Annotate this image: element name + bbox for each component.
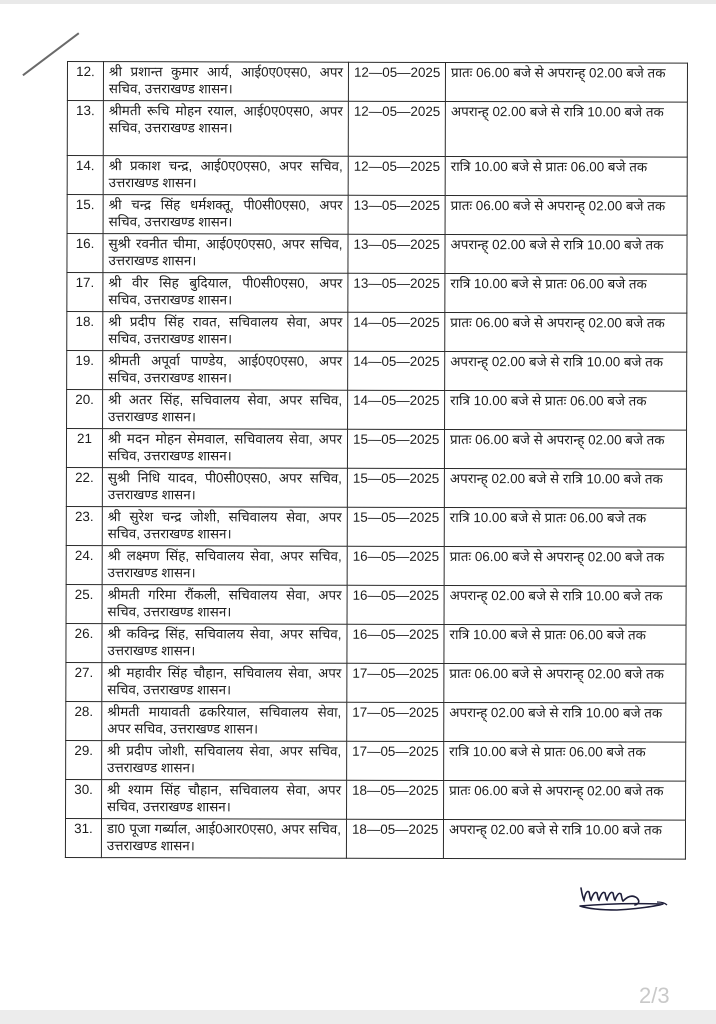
officer-name-cell: सुश्री निधि यादव, पी0सी0एस0, अपर सचिव, उत्तराखण्ड शासन। [102,468,347,508]
officer-name-cell: श्रीमती मायावती ढकरियाल, सचिवालय सेवा, अपर सचिव, उत्तराखण्ड शासन। [102,702,347,742]
officer-name-cell: श्री अतर सिंह, सचिवालय सेवा, अपर सचिव, उत्तराखण्ड शासन। [103,390,348,430]
duty-time-cell: अपरान्ह् 02.00 बजे से रात्रि 10.00 बजे तक [444,702,686,742]
table-row [66,779,686,820]
table-row [66,429,686,470]
duty-date-cell: 18—05—2025 [347,780,444,819]
officer-name-cell: श्रीमती रूचि मोहन रयाल, आई0ए0एस0, अपर सचिव, उत्तराखण्ड शासन। [103,101,348,157]
duty-date-cell: 13—05—2025 [348,234,445,273]
table-row [67,351,687,392]
table-row [67,156,687,197]
duty-time-cell: रात्रि 10.00 बजे से प्रातः 06.00 बजे तक [444,741,686,781]
officer-name-cell: श्री चन्द्र सिंह धर्मशक्तू, पी0सी0एस0, अपर सचिव, उत्तराखण्ड शासन। [103,195,348,235]
table-row [67,390,687,431]
serial-number-cell: 13. [67,101,103,156]
table-row [67,312,687,353]
officer-name-cell: श्री प्रकाश चन्द्र, आई0ए0एस0, अपर सचिव, उत्तराखण्ड शासन। [103,156,348,196]
table-row [66,467,686,508]
duty-date-cell: 13—05—2025 [348,273,445,312]
duty-date-cell: 14—05—2025 [348,312,445,351]
officer-name-cell: श्री वीर सिह बुदियाल, पी0सी0एस0, अपर सचिव, उत्तराखण्ड शासन। [103,273,348,313]
table-row [67,62,687,103]
serial-number-cell: 31. [65,818,101,857]
serial-number-cell: 14. [67,156,103,195]
table-row [66,545,686,586]
officer-name-cell: श्रीमती अपूर्वा पाण्डेय, आई0ए0एस0, अपर सचिव, उत्तराखण्ड शासन। [103,351,348,391]
duty-time-cell: अपरान्ह् 02.00 बजे से रात्रि 10.00 बजे तक [444,585,686,625]
duty-time-cell: रात्रि 10.00 बजे से प्रातः 06.00 बजे तक [445,390,687,430]
duty-time-cell: प्रातः 06.00 बजे से अपरान्ह् 02.00 बजे तक [444,546,686,586]
table-row [67,101,687,158]
duty-time-cell: रात्रि 10.00 बजे से प्रातः 06.00 बजे तक [444,624,686,664]
duty-date-cell: 18—05—2025 [346,819,443,858]
serial-number-cell: 21 [66,429,102,468]
duty-date-cell: 15—05—2025 [347,468,444,507]
officer-name-cell: श्री प्रदीप सिंह रावत, सचिवालय सेवा, अपर सचिव, उत्तराखण्ड शासन। [103,312,348,352]
officer-name-cell: श्री महावीर सिंह चौहान, सचिवालय सेवा, अपर सचिव, उत्तराखण्ड शासन। [102,663,347,703]
duty-time-cell: प्रातः 06.00 बजे से अपरान्ह् 02.00 बजे तक [444,429,686,469]
table-row [65,818,685,859]
duty-date-cell: 16—05—2025 [347,546,444,585]
duty-date-cell: 12—05—2025 [348,62,445,101]
duty-time-cell: रात्रि 10.00 बजे से प्रातः 06.00 बजे तक [445,273,687,313]
serial-number-cell: 25. [66,584,102,623]
duty-date-cell: 15—05—2025 [347,429,444,468]
serial-number-cell: 28. [66,701,102,740]
serial-number-cell: 30. [66,779,102,818]
duty-time-cell: अपरान्ह् 02.00 बजे से रात्रि 10.00 बजे तक [443,819,685,859]
duty-time-cell: रात्रि 10.00 बजे से प्रातः 06.00 बजे तक [445,156,687,196]
duty-date-cell: 14—05—2025 [348,351,445,390]
officer-name-cell: श्री प्रशान्त कुमार आर्य, आई0ए0एस0, अपर सचिव, उत्तराखण्ड शासन। [103,62,348,102]
duty-roster-table [65,61,688,860]
serial-number-cell: 15. [67,195,103,234]
serial-number-cell: 29. [66,740,102,779]
table-row [66,584,686,625]
officer-name-cell: श्रीमती गरिमा रौंकली, सचिवालय सेवा, अपर सचिव, उत्तराखण्ड शासन। [102,585,347,625]
duty-time-cell: रात्रि 10.00 बजे से प्रातः 06.00 बजे तक [444,507,686,547]
table-row [67,273,687,314]
duty-time-cell: अपरान्ह् 02.00 बजे से रात्रि 10.00 बजे तक [445,101,687,157]
officer-name-cell: सुश्री रवनीत चीमा, आई0ए0एस0, अपर सचिव, उत्तराखण्ड शासन। [103,234,348,274]
duty-date-cell: 14—05—2025 [348,390,445,429]
officer-name-cell: श्री मदन मोहन सेमवाल, सचिवालय सेवा, अपर सचिव, उत्तराखण्ड शासन। [102,429,347,469]
duty-time-cell: अपरान्ह् 02.00 बजे से रात्रि 10.00 बजे तक [445,234,687,274]
duty-date-cell: 12—05—2025 [348,156,445,195]
table-row [66,506,686,547]
viewer-bottom-edge [0,1010,716,1024]
officer-name-cell: श्री सुरेश चन्द्र जोशी, सचिवालय सेवा, अपर सचिव, उत्तराखण्ड शासन। [102,507,347,547]
serial-number-cell: 16. [67,234,103,273]
table-row [66,740,686,781]
table-row [67,234,687,275]
duty-date-cell: 13—05—2025 [348,195,445,234]
serial-number-cell: 22. [66,467,102,506]
duty-date-cell: 17—05—2025 [347,702,444,741]
serial-number-cell: 12. [67,62,103,101]
duty-roster-page [65,61,687,860]
duty-date-cell: 16—05—2025 [347,624,444,663]
duty-date-cell: 17—05—2025 [347,663,444,702]
serial-number-cell: 20. [67,390,103,429]
duty-time-cell: प्रातः 06.00 बजे से अपरान्ह् 02.00 बजे तक [444,663,686,703]
table-row [66,623,686,664]
officer-name-cell: श्री कविन्द्र सिंह, सचिवालय सेवा, अपर सचिव, उत्तराखण्ड शासन। [102,624,347,664]
serial-number-cell: 26. [66,623,102,662]
duty-time-cell: अपरान्ह् 02.00 बजे से रात्रि 10.00 बजे तक [444,468,686,508]
serial-number-cell: 17. [67,273,103,312]
page-indicator: 2/3 [639,983,670,1008]
table-row [67,195,687,236]
serial-number-cell: 27. [66,662,102,701]
officer-name-cell: श्री श्याम सिंह चौहान, सचिवालय सेवा, अपर सचिव, उत्तराखण्ड शासन। [102,780,347,820]
table-row [66,662,686,703]
duty-date-cell: 12—05—2025 [348,101,445,156]
table-row [66,701,686,742]
signature-icon [577,882,671,916]
roster-body [65,62,687,860]
duty-date-cell: 17—05—2025 [347,741,444,780]
duty-time-cell: प्रातः 06.00 बजे से अपरान्ह् 02.00 बजे तक [445,312,687,352]
serial-number-cell: 19. [67,351,103,390]
duty-date-cell: 16—05—2025 [347,585,444,624]
officer-name-cell: श्री लक्ष्मण सिंह, सचिवालय सेवा, अपर सचिव, उत्तराखण्ड शासन। [102,546,347,586]
viewer-top-edge [0,0,716,4]
officer-name-cell: श्री प्रदीप जोशी, सचिवालय सेवा, अपर सचिव, उत्तराखण्ड शासन। [102,741,347,781]
duty-date-cell: 15—05—2025 [347,507,444,546]
serial-number-cell: 24. [66,545,102,584]
duty-time-cell: प्रातः 06.00 बजे से अपरान्ह् 02.00 बजे तक [445,62,687,102]
duty-time-cell: प्रातः 06.00 बजे से अपरान्ह् 02.00 बजे तक [445,195,687,235]
officer-name-cell: डा0 पूजा गर्ब्याल, आई0आर0एस0, अपर सचिव, उत्तराखण्ड शासन। [101,819,346,859]
duty-time-cell: अपरान्ह् 02.00 बजे से रात्रि 10.00 बजे तक [445,351,687,391]
serial-number-cell: 23. [66,506,102,545]
duty-time-cell: प्रातः 06.00 बजे से अपरान्ह् 02.00 बजे तक [444,780,686,820]
serial-number-cell: 18. [67,312,103,351]
